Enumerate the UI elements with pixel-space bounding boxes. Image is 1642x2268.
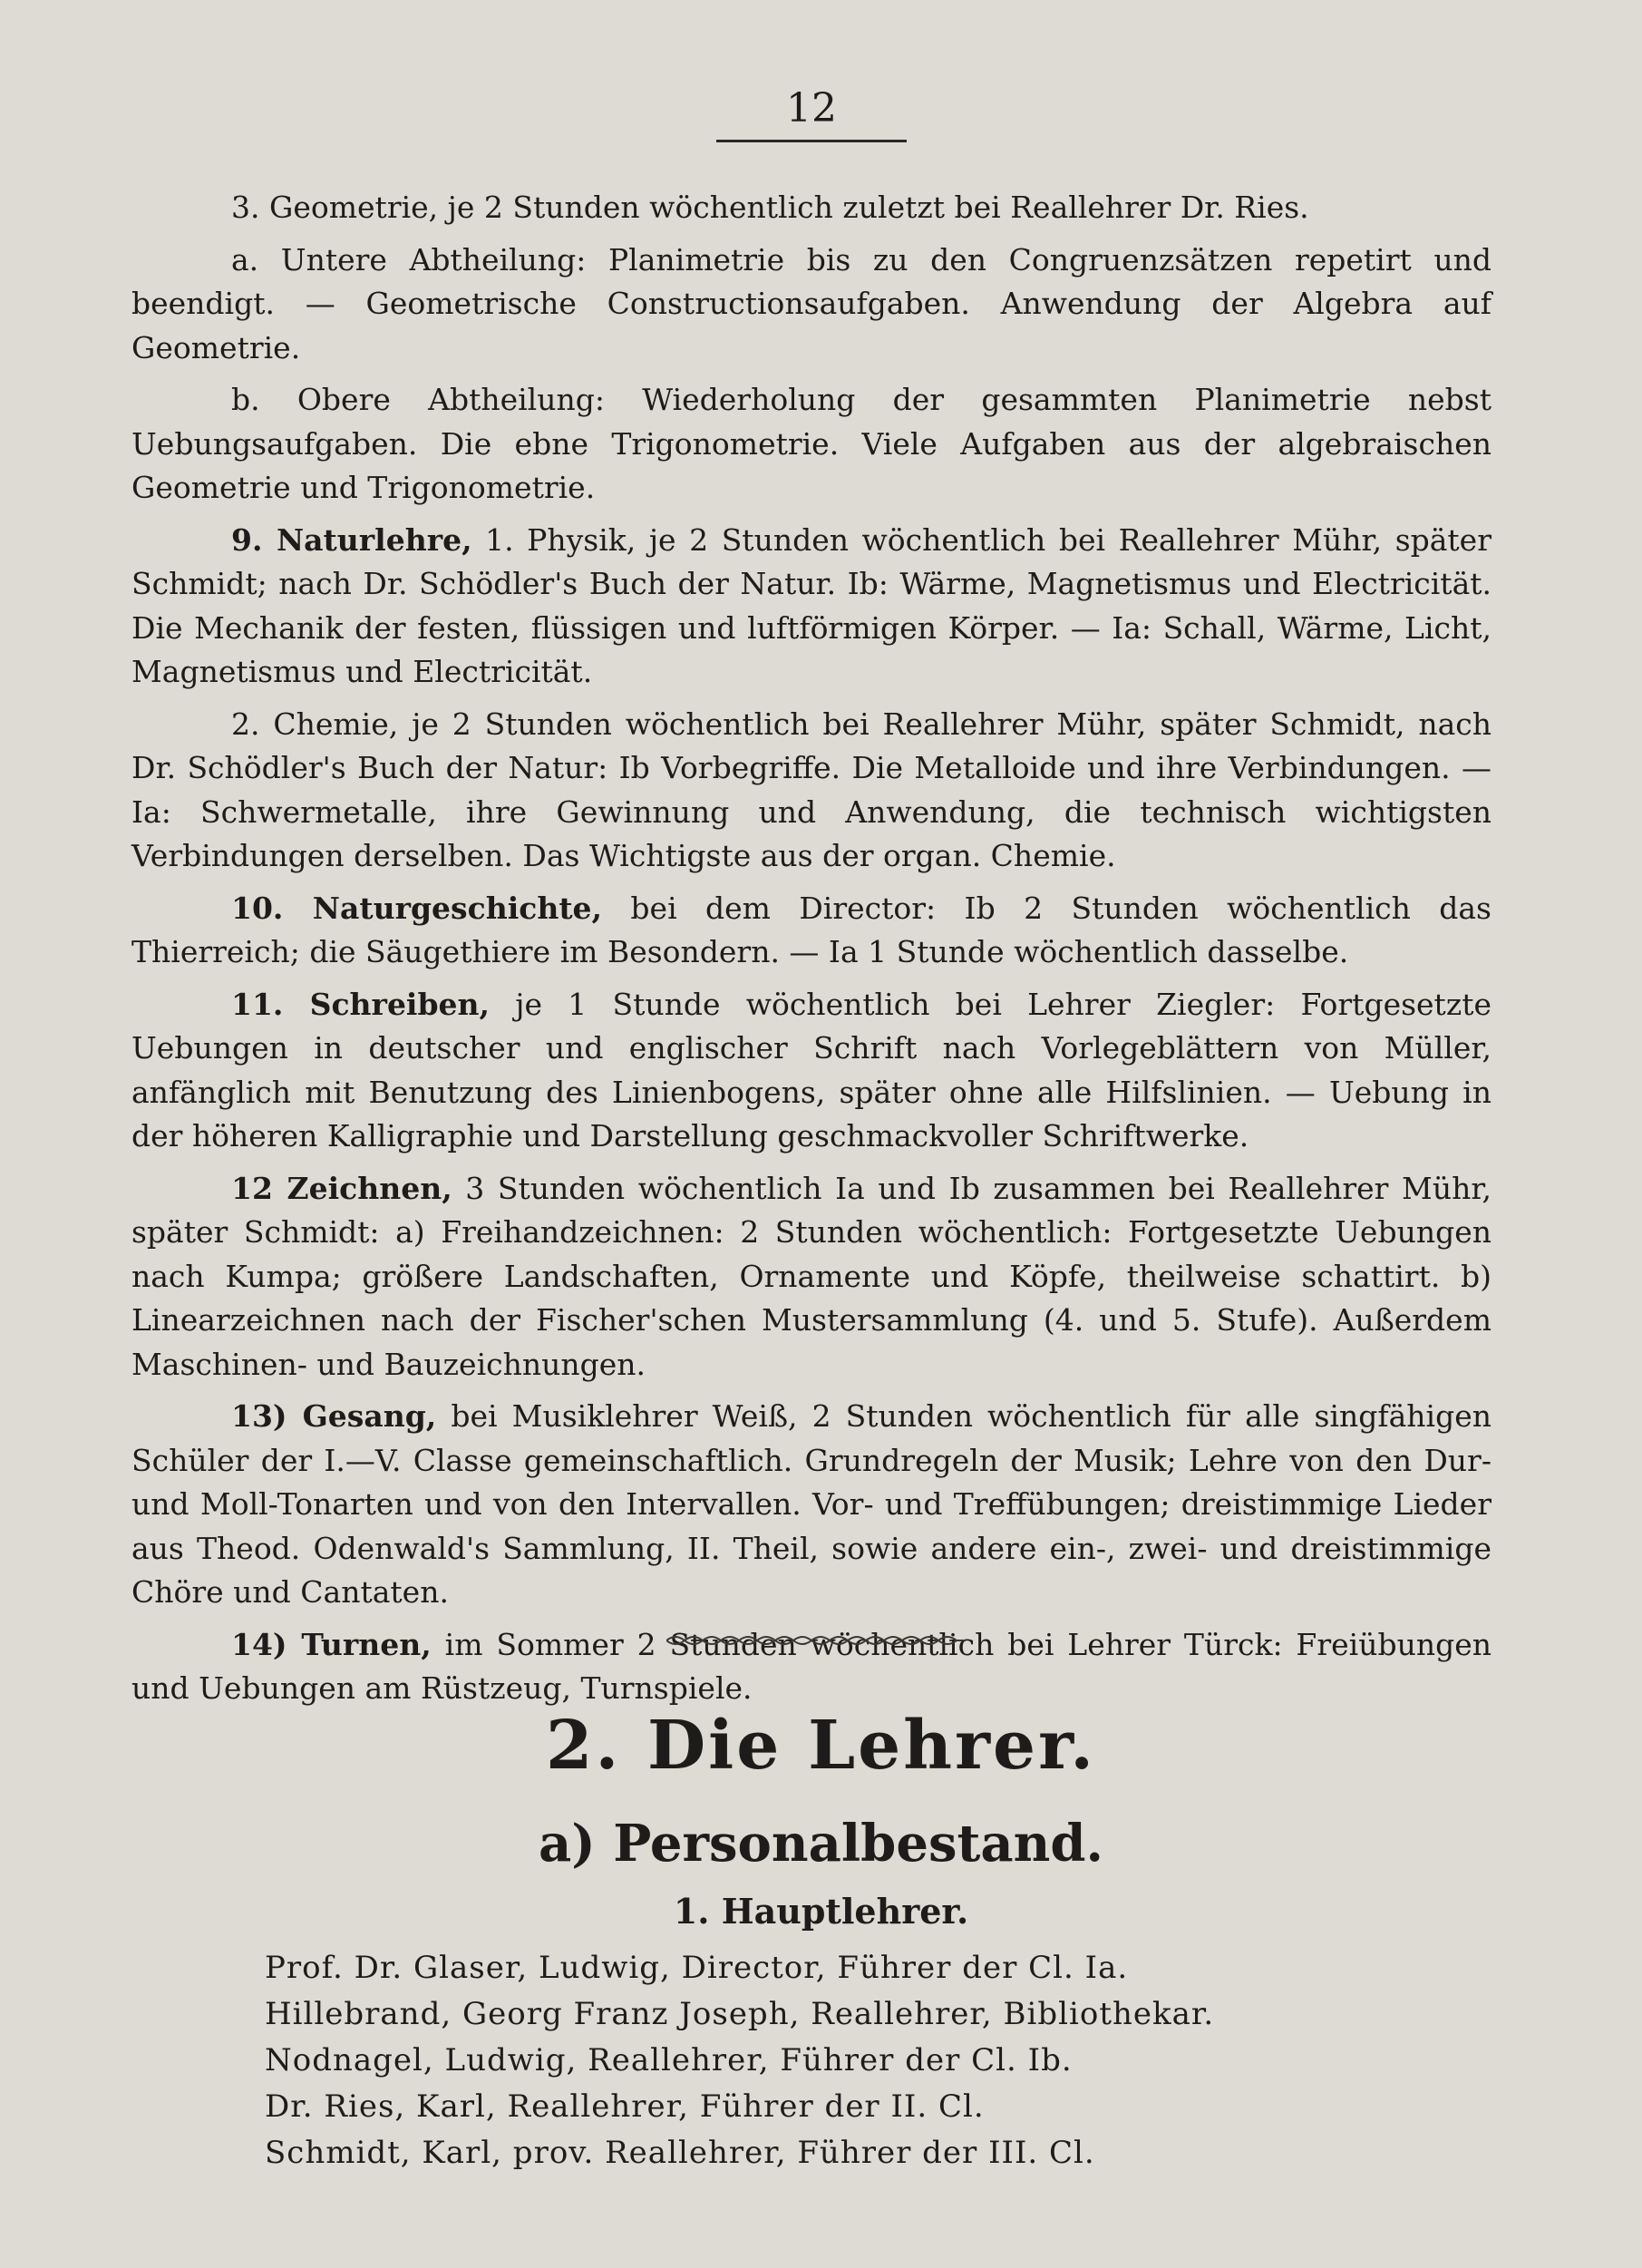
paragraph-untere-abtheilung <box>131 238 1491 371</box>
staff-entry: Hillebrand, Georg Franz Joseph, Reallehrer, Bibliothekar. <box>265 1996 1215 2032</box>
header-rule <box>716 140 907 142</box>
paragraph-naturgeschichte <box>131 887 1491 975</box>
staff-list <box>265 1945 1443 2176</box>
paragraph-naturlehre <box>131 519 1491 695</box>
staff-entry: Dr. Ries, Karl, Reallehrer, Führer der II. Cl. <box>265 2088 985 2125</box>
section-subtitle: a) Personalbestand. <box>539 1814 1103 1874</box>
divider-ornament-icon <box>666 1630 966 1650</box>
paragraph-heading: 14) Turnen, <box>231 1626 432 1662</box>
paragraph-heading: 10. Naturgeschichte, <box>231 890 603 926</box>
paragraph-heading: 13) Gesang, <box>231 1398 437 1434</box>
paragraph-text: 3 Stunden wöchentlich Ia und Ib zusammen bei Reallehrer Mühr, später Schmidt: a) Freihandzeichnen: 2 Stunden wöchentlich: Fortgesetzte Uebungen nach Kumpa; größere Landschaften, Ornamente und Köpfe, theilweise schattirt. b) Linearzeichnen nach der Fischer'schen Mustersammlung (4. und 5. Stufe). Außerdem Maschinen- und Bauzeichnungen. <box>131 1170 1491 1382</box>
section-title: 2. Die Lehrer. <box>545 1707 1097 1785</box>
paragraph-text: 3. Geometrie, je 2 Stunden wöchentlich zuletzt bei Reallehrer Dr. Ries. <box>231 190 1309 225</box>
paragraph-obere-abtheilung <box>131 378 1491 511</box>
page-header <box>716 83 907 142</box>
paragraph-text: 2. Chemie, je 2 Stunden wöchentlich bei Reallehrer Mühr, später Schmidt, nach Dr. Schödler's Buch der Natur: Ib Vorbegriffe. Die Metalloide und ihre Verbindungen. — Ia: Schwermetalle, ihre Gewinnung und Anwendung, die technisch wichtigsten Verbindungen derselben. Das Wichtigste aus der organ. Chemie. <box>131 706 1491 873</box>
staff-entry: Schmidt, Karl, prov. Reallehrer, Führer der III. Cl. <box>265 2135 1095 2171</box>
paragraph-geometrie <box>131 186 1491 230</box>
paragraph-heading: 12 Zeichnen, <box>231 1170 452 1206</box>
paragraph-text: im Sommer 2 Stunden wöchentlich bei Lehrer Türck: Freiübungen und Uebungen am Rüstzeug, Turnspiele. <box>131 1626 1491 1706</box>
curriculum-text <box>131 186 1491 1719</box>
paragraph-heading: 9. Naturlehre, <box>231 521 472 558</box>
ornamental-divider <box>666 1630 966 1650</box>
staff-entry: Nodnagel, Ludwig, Reallehrer, Führer der Cl. Ib. <box>265 2042 1073 2078</box>
paragraph-text: bei Musiklehrer Weiß, 2 Stunden wöchentlich für alle singfähigen Schüler der I.—V. Classe gemeinschaftlich. Grundregeln der Musik; Lehre von den Dur- und Moll-Tonarten und von den Intervallen. Vor- und Treffübungen; dreistimmige Lieder aus Theod. Odenwald's Sammlung, II. Theil, sowie andere ein-, zwei- und dreistimmige Chöre und Cantaten. <box>131 1398 1491 1610</box>
staff-entry: Prof. Dr. Glaser, Ludwig, Director, Führer der Cl. Ia. <box>265 1950 1129 1986</box>
paragraph-zeichnen <box>131 1167 1491 1387</box>
paragraph-text: bei dem Director: Ib 2 Stunden wöchentlich das Thierreich; die Säugethiere im Besondern. — Ia 1 Stunde wöchentlich dasselbe. <box>131 890 1491 969</box>
paragraph-heading: 11. Schreiben, <box>231 986 491 1022</box>
paragraph-text: je 1 Stunde wöchentlich bei Lehrer Ziegler: Fortgesetzte Uebungen in deutscher und englischer Schrift nach Vorlegeblättern von Müller, anfänglich mit Benutzung des Linienbogens, später ohne alle Hilfslinien. — Uebung in der höheren Kalligraphie und Darstellung geschmackvoller Schriftwerke. <box>131 986 1491 1153</box>
paragraph-schreiben <box>131 983 1491 1159</box>
section-subsubtitle: 1. Hauptlehrer. <box>673 1891 969 1932</box>
paragraph-chemie <box>131 703 1491 879</box>
paragraph-text: b. Obere Abtheilung: Wiederholung der gesammten Planimetrie nebst Uebungsaufgaben. Die ebne Trigonometrie. Viele Aufgaben aus der algebraischen Geometrie und Trigonometrie. <box>131 382 1491 505</box>
paragraph-text: 1. Physik, je 2 Stunden wöchentlich bei Reallehrer Mühr, später Schmidt; nach Dr. Schödler's Buch der Natur. Ib: Wärme, Magnetismus und Electricität. Die Mechanik der festen, flüssigen und luftförmigen Körper. — Ia: Schall, Wärme, Licht, Magnetismus und Electricität. <box>131 521 1491 689</box>
page-number: 12 <box>786 85 837 131</box>
paragraph-text: a. Untere Abtheilung: Planimetrie bis zu den Congruenzsätzen repetirt und beendigt. — Geometrische Constructionsaufgaben. Anwendung der Algebra auf Geometrie. <box>131 241 1491 365</box>
paragraph-gesang <box>131 1395 1491 1615</box>
